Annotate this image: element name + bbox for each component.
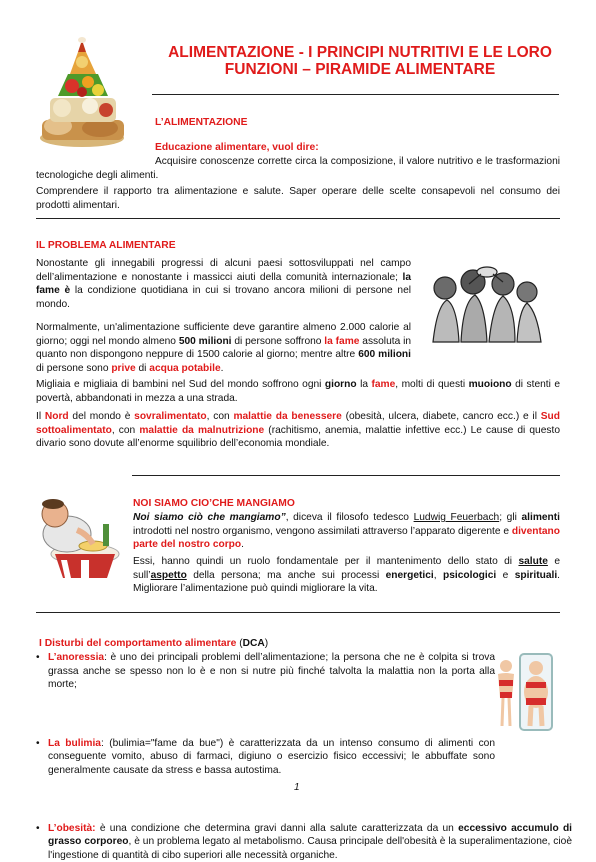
noi-siamo-paragraph-1: Noi siamo ciò che mangiamo”, diceva il filosofo tedesco Ludwig Feuerbach; gli alimenti introdotti nel nostro organismo, vengono assimilati attraverso l’apparato digerente e diventano parte del nostro corpo. [133, 512, 560, 551]
list-item-anoressia: • L’anoressia: è uno dei principali problemi dell’alimentazione; la persona che ne è colpita si trova grassa anche se spesso non lo è e non si nutre più finché talvolta la malattia non la porta alla morte; [36, 652, 495, 691]
list-item-bulimia: • La bulimia: (bulimia="fame da bue") è caratterizzata da un intenso consumo di alimenti con conseguente vomito, abuso di farmaci, digiuno o esercizio fisico eccessivi; le abbuffate sono generalmente causate da stress e bassa autostima. [36, 737, 496, 776]
problema-paragraph-4: Il Nord del mondo è sovralimentato, con malattie da benessere (obesità, ulcera, diabete, cancro ecc.) e il Sud sottoalimentato, con malattie da malnutrizione (rachitismo, anemia, malattie infettive ecc.) Le cause di questo divario sono dovute all’enorme squilibrio dell’economia mondiale. [36, 411, 560, 450]
bullet-icon: • [36, 652, 40, 663]
food-pyramid-image [38, 34, 128, 149]
problema-paragraph-2: Normalmente, un'alimentazione sufficiente deve garantire almeno 2.000 calorie al giorno; oggi nel mondo almeno 500 milioni di persone soffrono la fame assoluta in quanto non dispongono neppure di 1500 calorie al giorno; mentre altre 600 milioni di persone sono prive di acqua potabile. [36, 322, 412, 374]
section-noi-siamo-heading: NOI SIAMO CIO’CHE MANGIAMO [133, 498, 295, 509]
section3-divider [36, 612, 560, 613]
noi-siamo-paragraph-2: Essi, hanno quindi un ruolo fondamentale per il mantenimento dello stato di salute e sull’aspetto della persona; ma anche sui processi energetici, psicologici e spirituali. Migliorare l’alimentazione può quindi migliorare la vita. [133, 556, 560, 595]
title-divider [152, 94, 559, 95]
section-alimentazione-heading: L’ALIMENTAZIONE [155, 117, 248, 128]
mirror-anorexia-image [490, 652, 556, 732]
education-paragraph-2: Comprendere il rapporto tra alimentazione e salute. Saper operare delle scelte consapevoli nel consumo dei prodotti alimentari. [36, 186, 560, 211]
problema-paragraph-1: Nonostante gli innegabili progressi di alcuni paesi sottosviluppati nel campo dell’alimentazione e nonostante i massicci aiuti della comunità internazionale; la fame è la condizione quotidiana in cui si trovano ancora milioni di persone nel mondo. [36, 258, 411, 310]
page-number: 1 [294, 782, 300, 793]
page-title: ALIMENTAZIONE - I PRINCIPI NUTRITIVI E LE LORO FUNZIONI – PIRAMIDE ALIMENTARE [168, 44, 552, 78]
education-subheading: Educazione alimentare, vuol dire: [155, 142, 319, 153]
problema-paragraph-3: Migliaia e migliaia di bambini nel Sud del mondo soffrono ogni giorno la fame, molti di questi muoiono di stenti e povertà, abbandonati in mezza a una strada. [36, 379, 561, 404]
section2-divider [132, 475, 560, 476]
list-item-obesita: • L’obesità: è una condizione che determina gravi danni alla salute caratterizzata da un eccessivo accumulo di grasso corporeo, è un problema legato al metabolismo. Causa principale dell'obesità è la superalimentazione, cioè l'ingestione di quantità di cibo superiori alle necessità organiche. [36, 822, 572, 861]
bullet-icon: • [36, 737, 40, 749]
section1-divider [36, 218, 560, 219]
hungry-children-image [423, 262, 548, 347]
section-problema-heading: IL PROBLEMA ALIMENTARE [36, 240, 176, 251]
bullet-icon: • [36, 822, 40, 834]
eating-man-image [33, 490, 125, 580]
section-dca-heading: I Disturbi del comportamento alimentare (DCA) [39, 638, 269, 649]
education-paragraph-1: Acquisire conoscenze corrette circa la composizione, il valore nutritivo e le trasformazioni tecnologiche degli alimenti. [36, 156, 560, 181]
